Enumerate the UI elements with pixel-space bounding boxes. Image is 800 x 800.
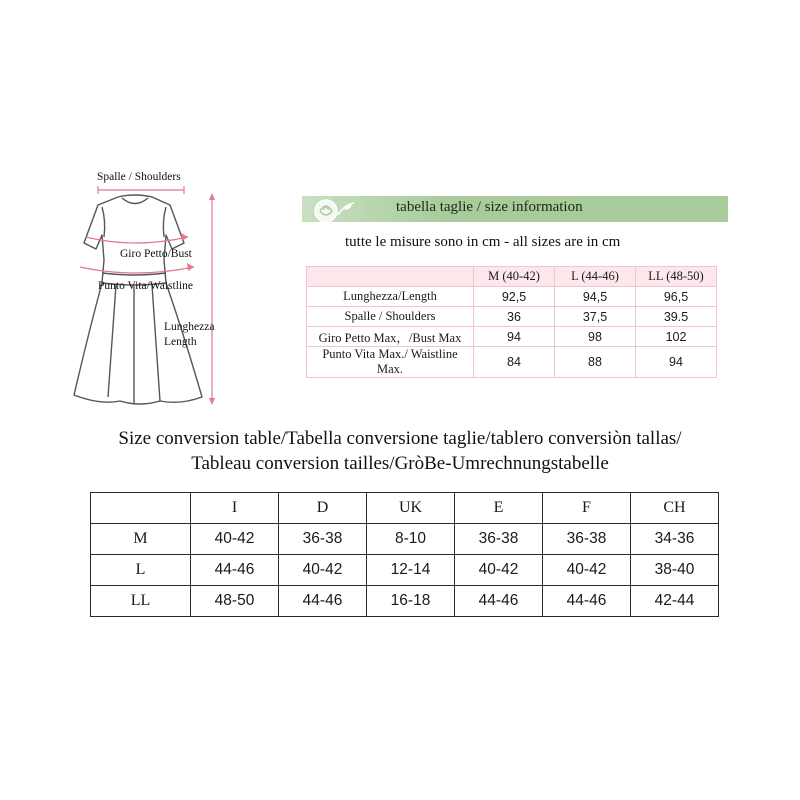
table-cell: 84	[474, 347, 555, 378]
table-row	[91, 555, 719, 586]
length-label	[164, 320, 244, 350]
rose-icon	[310, 193, 358, 227]
country-header: UK	[367, 493, 455, 524]
country-header: F	[543, 493, 631, 524]
length-label-line1: Lunghezza	[164, 321, 215, 333]
table-cell: 94	[636, 347, 717, 378]
row-label: Lunghezza/Length	[307, 287, 474, 307]
table-cell: 48-50	[191, 586, 279, 617]
table-cell: 44-46	[455, 586, 543, 617]
table-cell: 37,5	[555, 307, 636, 327]
size-info-header-row	[307, 267, 717, 287]
table-cell: 102	[636, 327, 717, 347]
row-label: Punto Vita Max./ Waistline Max.	[307, 347, 474, 378]
size-label: M	[91, 524, 191, 555]
table-row	[307, 307, 717, 327]
table-cell: 96,5	[636, 287, 717, 307]
table-cell: 88	[555, 347, 636, 378]
conversion-title	[0, 426, 800, 476]
table-cell: 12-14	[367, 555, 455, 586]
units-note: tutte le misure sono in cm - all sizes are in cm	[345, 234, 621, 250]
table-cell: 40-42	[191, 524, 279, 555]
size-info-title: tabella taglie / size information	[396, 199, 583, 215]
table-cell: 44-46	[191, 555, 279, 586]
size-label: LL	[91, 586, 191, 617]
waistline-label: Punto Vita/Waistline	[98, 280, 193, 292]
size-info-table	[306, 266, 717, 378]
dress-size-diagram	[60, 165, 240, 415]
table-cell: 34-36	[631, 524, 719, 555]
table-row	[307, 287, 717, 307]
table-cell: 94,5	[555, 287, 636, 307]
row-label: Giro Petto Max，/Bust Max	[307, 327, 474, 347]
header-corner-cell	[91, 493, 191, 524]
country-header: I	[191, 493, 279, 524]
header-corner-cell	[307, 267, 474, 287]
table-cell: 8-10	[367, 524, 455, 555]
country-header: E	[455, 493, 543, 524]
bust-label: Giro Petto/Bust	[120, 248, 192, 260]
conversion-header-row	[91, 493, 719, 524]
table-cell: 44-46	[543, 586, 631, 617]
column-header: L (44-46)	[555, 267, 636, 287]
column-header: LL (48-50)	[636, 267, 717, 287]
table-cell: 38-40	[631, 555, 719, 586]
table-row	[91, 586, 719, 617]
conversion-title-line2: Tableau conversion tailles/GròBe-Umrechnungstabelle	[191, 453, 609, 474]
size-conversion-table	[90, 492, 719, 617]
table-cell: 39.5	[636, 307, 717, 327]
row-label: Spalle / Shoulders	[307, 307, 474, 327]
table-cell: 92,5	[474, 287, 555, 307]
table-row	[307, 327, 717, 347]
table-cell: 36	[474, 307, 555, 327]
country-header: CH	[631, 493, 719, 524]
table-row	[307, 347, 717, 378]
table-row	[91, 524, 719, 555]
table-cell: 40-42	[279, 555, 367, 586]
table-cell: 36-38	[279, 524, 367, 555]
conversion-title-line1: Size conversion table/Tabella conversione taglie/tablero conversiòn tallas/	[118, 428, 682, 449]
shoulders-label: Spalle / Shoulders	[97, 171, 181, 183]
size-label: L	[91, 555, 191, 586]
table-cell: 40-42	[543, 555, 631, 586]
table-cell: 36-38	[455, 524, 543, 555]
length-label-line2: Length	[164, 336, 197, 348]
table-cell: 16-18	[367, 586, 455, 617]
table-cell: 94	[474, 327, 555, 347]
table-cell: 36-38	[543, 524, 631, 555]
table-cell: 40-42	[455, 555, 543, 586]
table-cell: 44-46	[279, 586, 367, 617]
table-cell: 42-44	[631, 586, 719, 617]
table-cell: 98	[555, 327, 636, 347]
column-header: M (40-42)	[474, 267, 555, 287]
country-header: D	[279, 493, 367, 524]
